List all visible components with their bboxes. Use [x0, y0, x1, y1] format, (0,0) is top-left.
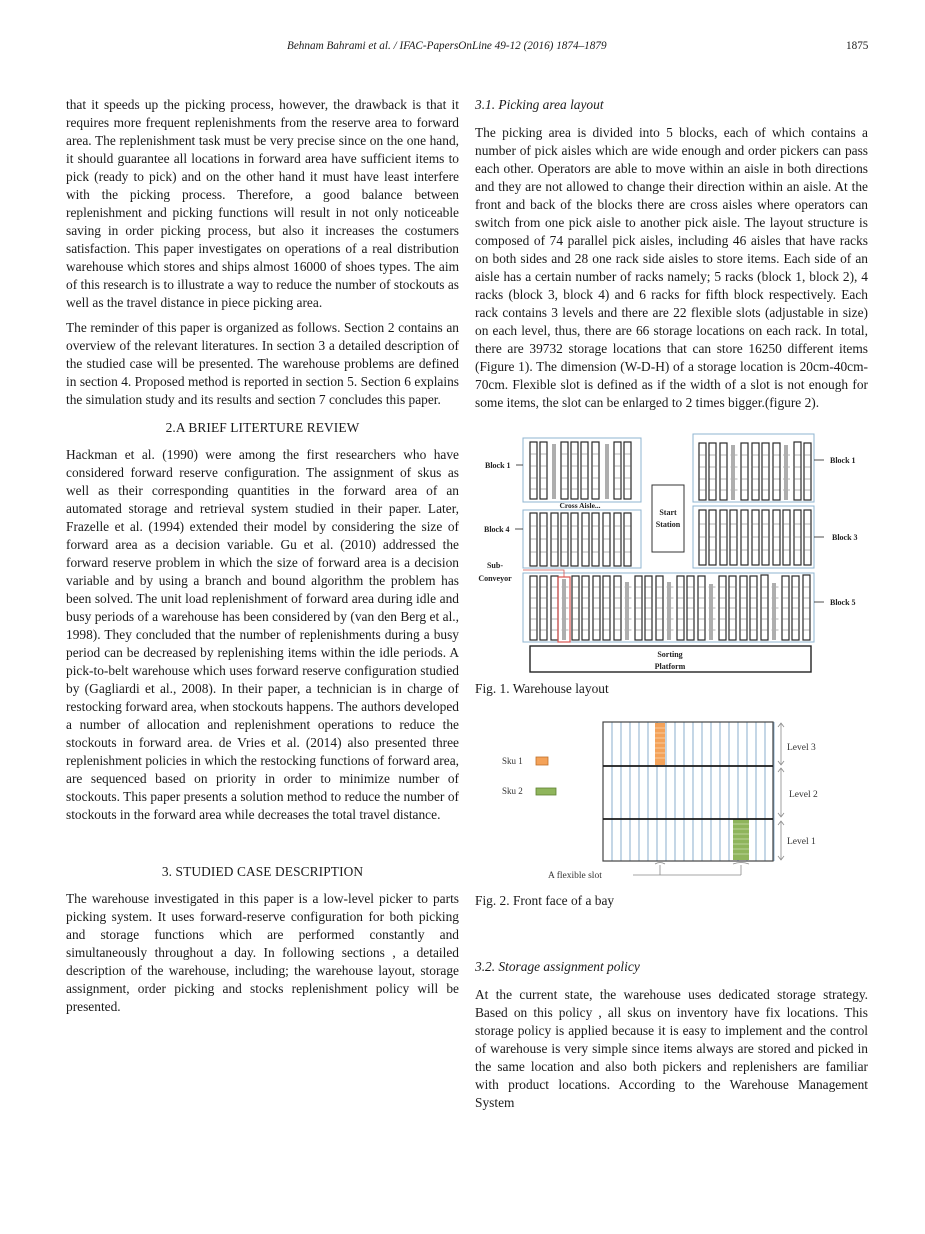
legend-sku-1-label: Sku 1 — [502, 756, 523, 766]
legend-sku-2-swatch — [536, 788, 556, 795]
start-station-label: Start — [659, 508, 677, 517]
cross-aisle-label: Cross Aisle... — [559, 501, 601, 510]
subsection-3-1-heading: 3.1. Picking area layout — [475, 97, 604, 112]
level-2-label: Level 2 — [789, 790, 818, 800]
block-label: Block 3 — [832, 533, 858, 542]
block-label: Block 1 — [830, 456, 856, 465]
warehouse-layout-diagram — [475, 424, 868, 674]
section-2-paragraph: Hackman et al. (1990) were among the first researchers who have considered forward reserve configuration. The assignment of skus as well as their corresponding quantities in the forward area of an automated storage and retrieval system studied in their paper. Later, Frazelle et al. (1994) extended their model by considering the size of forward area as a decision variable. Gu et al. (2010) addressed the forward reserve problem in which the size of forward area is a decision variable and by using a branch and bound algorithm the problem has been solved. The unit load replenishment of forward area during idle and busy periods of a warehouse has been considered by (van den Berg et al., 1998). They concluded that the number of replenishments during a busy period can be decreased by replenishing items within the idle periods. A pick-to-belt warehouse which uses forward reserve configuration studied by (Gagliardi et al., 2008). In their paper, a technician is in charge of restocking forward area, when stockouts happens. The authors developed a number of allocation and replenishment operations to reduce the stockouts in forward area. de Vries et al. (2014) also presented three replenishment policies in which the restocking functions of forward area, are sequenced based on priority in order to minimize number of stockouts. This paper presents a solution method to reduce the number of stockouts in the forward area while decreases the total travel distance. — [66, 447, 459, 822]
right-column — [475, 96, 868, 1119]
conveyor — [731, 445, 735, 500]
conveyor — [784, 445, 788, 500]
figure-1-caption: Fig. 1. Warehouse layout — [475, 681, 609, 696]
conveyor — [552, 444, 556, 499]
page-number: 1875 — [846, 40, 869, 52]
figure-1-warehouse-layout — [475, 424, 868, 674]
block-1-left-racks — [530, 442, 631, 499]
level-1-label: Level 1 — [787, 837, 816, 847]
sku-2-slot — [733, 819, 749, 860]
start-station — [652, 485, 684, 552]
subsection-3-1-paragraph: The picking area is divided into 5 blocks, each of which contains a number of pick aisles which are wide enough and order pickers can pass each other. Operators are able to move within an aisle in both directions and they are not allowed to change their direction within an aisle. At the front and back of the blocks there are cross aisles where operators can switch from one pick aisle to another pick aisle. The layout structure is composed of 74 parallel pick aisles, including 46 aisles that have racks on both sides and 28 one rack side aisles to store items. Each side of an aisle has a certain number of racks namely; 5 racks (block 1, block 2), 4 racks (block 3, block 4) and 6 racks for fifth block respectively. Each rack contains 3 levels and there are 22 flexible slots (adjustable in size) on each level, thus, there are 66 storage locations on each rack. In total, there are 39732 storage locations that can store 16250 different items (Figure 1). The dimension (W-D-H) of a storage location is 20cm-40cm-70cm. Flexible slot is defined as if the width of a slot is not enough for some items, the slot can be enlarged to 2 times bigger.(figure 2). — [475, 125, 868, 410]
flexible-slot-label: A flexible slot — [548, 871, 602, 881]
block-label: Block 5 — [830, 598, 856, 607]
sorting-platform-label: Platform — [654, 662, 686, 671]
sub-conveyor-label: Conveyor — [478, 574, 512, 583]
bay-front-diagram — [475, 712, 868, 892]
intro-paragraph-1: that it speeds up the picking process, however, the drawback is that it requires more frequent replenishments from the reserve area to forward area. The replenishment task must be very precise since on the one hand, it should guarantee all locations in forward area have sufficient items to pick (ready to pick) and on the other hand it must have least interfere with the picking process. Therefore, a good balance between replenishment and picking functions will result in not only noticeable saving in order picking process, but also it increases the costumers satisfaction. This paper investigates on operations of a real distribution warehouse which stores and ships almost 16000 of shoes types. The aim of this research is to illustrate a way to reduce the number of stockouts as well as the travel distance in piece picking area. — [66, 97, 459, 310]
running-title: Behnam Bahrami et al. / IFAC-PapersOnLine 49-12 (2016) 1874–1879 — [287, 40, 607, 52]
sub-conveyor-label: Sub- — [486, 561, 504, 570]
sku-1-slot — [655, 723, 665, 765]
left-column — [66, 96, 459, 1023]
flexible-slot-annotation — [633, 863, 749, 876]
block-3-racks — [699, 510, 811, 565]
figure-2-caption: Fig. 2. Front face of a bay — [475, 893, 615, 908]
figure-2-bay-front — [475, 712, 868, 922]
level-3-label: Level 3 — [787, 743, 816, 753]
bay-slots — [612, 722, 774, 861]
section-3-heading: 3. STUDIED CASE DESCRIPTION — [161, 864, 364, 879]
conveyor — [605, 444, 609, 499]
subsection-3-2-heading: 3.2. Storage assignment policy — [475, 959, 640, 974]
legend-sku-2-label: Sku 2 — [502, 786, 523, 796]
sorting-platform-label: Sorting — [657, 650, 683, 659]
block-label: Block 1 — [485, 461, 511, 470]
section-2-heading: 2.A BRIEF LITERTURE REVIEW — [165, 420, 360, 435]
block-1-right-racks — [699, 442, 811, 500]
start-station-label: Station — [655, 520, 681, 529]
block-label: Block 4 — [484, 525, 510, 534]
legend-sku-1-swatch — [536, 757, 548, 765]
intro-paragraph-2: The reminder of this paper is organized as follows. Section 2 contains an overview of the relevant literatures. In section 3 a detailed description of the studied case will be presented. The warehouse problems are defined in section 4. Proposed method is reported in section 5. Section 6 explains the simulation study and its results and section 7 concludes this paper. — [66, 320, 459, 407]
running-head — [0, 40, 925, 56]
subsection-3-2-paragraph: At the current state, the warehouse uses dedicated storage strategy. Based on this policy , all skus on inventory have fix locations. This storage policy is applied because it is easy to implement and the control of warehouse is very simple since items always are stored and picked in the same location and also both pickers and replenishers are familiar with product locations. According to the Warehouse Management System — [475, 987, 868, 1110]
section-3-paragraph: The warehouse investigated in this paper is a low-level picker to parts picking system. It uses forward-reserve configuration for both picking and storage functions which are performed constantly and simultaneously throughout a day. In following sections , a detailed description of the warehouse, including; the warehouse layout, storage assignment, order picking and stocks replenishment policy will be presented. — [66, 891, 459, 1014]
